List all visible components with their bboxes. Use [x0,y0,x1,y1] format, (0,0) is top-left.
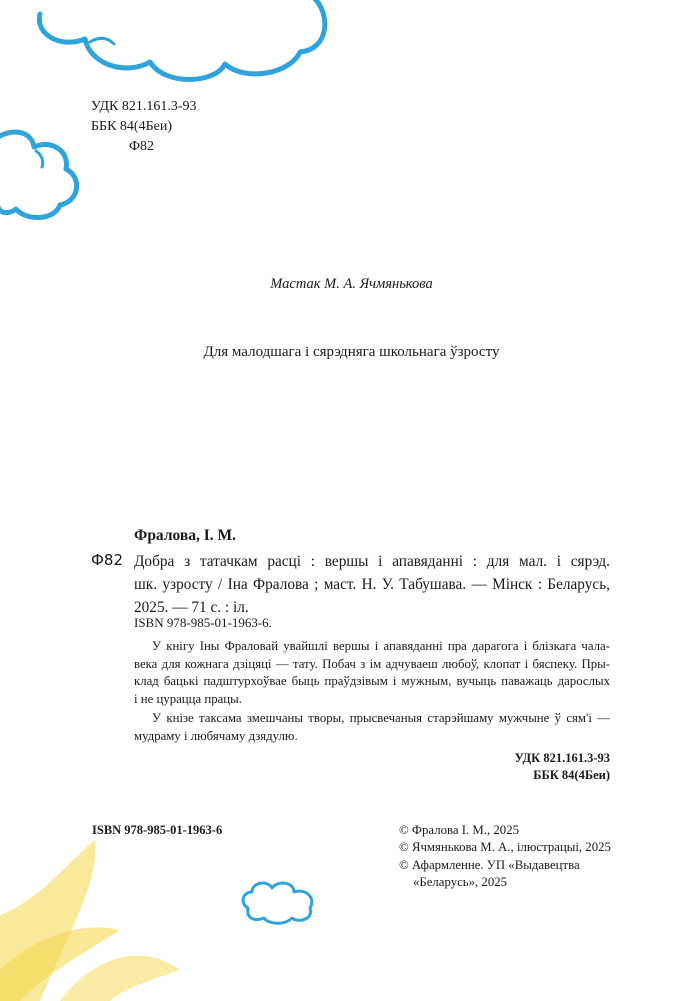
bbk-code: ББК 84(4Беи) [91,119,172,134]
catalog-author: Фралова, І. М. [134,527,237,544]
annotation-line: клад бацькі падштурхоўвае быць праўдзівым і мужным, вучыць паважаць дарослых [134,674,610,689]
bbk-code-right: ББК 84(4Беи) [533,768,610,782]
udk-code: УДК 821.161.3-93 [91,99,197,114]
classification-right [480,750,610,784]
cloud-left-icon [0,125,86,225]
annotation-line: мудраму і любячаму дзядулю. [134,728,298,743]
copyright-line: © Афармленне. УП «Выдавецтва [399,857,580,872]
catalog-line: 2025. — 71 с. : іл. [134,599,249,616]
annotation-line: века для кожнага дзіцяці — тату. Побач з ім адчуваеш любоў, клопат і бяспеку. Пры- [134,656,610,671]
sun-rays-decoration [0,820,240,1001]
annotation-line: У кнігу Іны Фраловай увайшлі вершы і апавяданні пра дарагога і блізкага чала- [152,639,610,653]
copyright-block [399,822,611,892]
catalog-line: шк. узросту / Іна Фралова ; маст. Н. У. Табушава. — Мінск : Беларусь, [134,576,610,593]
classification-block [91,97,197,157]
catalog-description [134,550,610,619]
author-sign: Ф82 [129,139,155,154]
cloud-bottom-icon [238,878,320,928]
catalog-code: Ф82 [91,551,123,569]
isbn-bottom: ISBN 978-985-01-1963-6 [92,823,223,837]
copyright-line: «Беларусь», 2025 [413,875,508,890]
illustrator-credit: Мастак М. А. Ячмянькова [270,276,433,292]
catalog-isbn: ISBN 978-985-01-1963-6. [134,615,272,630]
copyright-line: © Фралова І. М., 2025 [399,823,519,837]
udk-code-right: УДК 821.161.3-93 [514,751,610,765]
annotation-line: У кнізе таксама змешчаны творы, прысвечаныя старэйшаму мужчыне ў сям'і — [152,711,610,726]
copyright-line: © Ячмянькова М. А., ілюстрацыі, 2025 [399,840,611,855]
annotation [134,638,610,746]
audience-note: Для малодшага і сярэдняга школьнага ўзросту [203,344,500,360]
cloud-top-icon [30,0,330,94]
annotation-line: і не цурацца працы. [134,691,242,706]
catalog-line: Добра з татачкам расці : вершы і апавяданні : для мал. і сярэд. [134,553,610,570]
